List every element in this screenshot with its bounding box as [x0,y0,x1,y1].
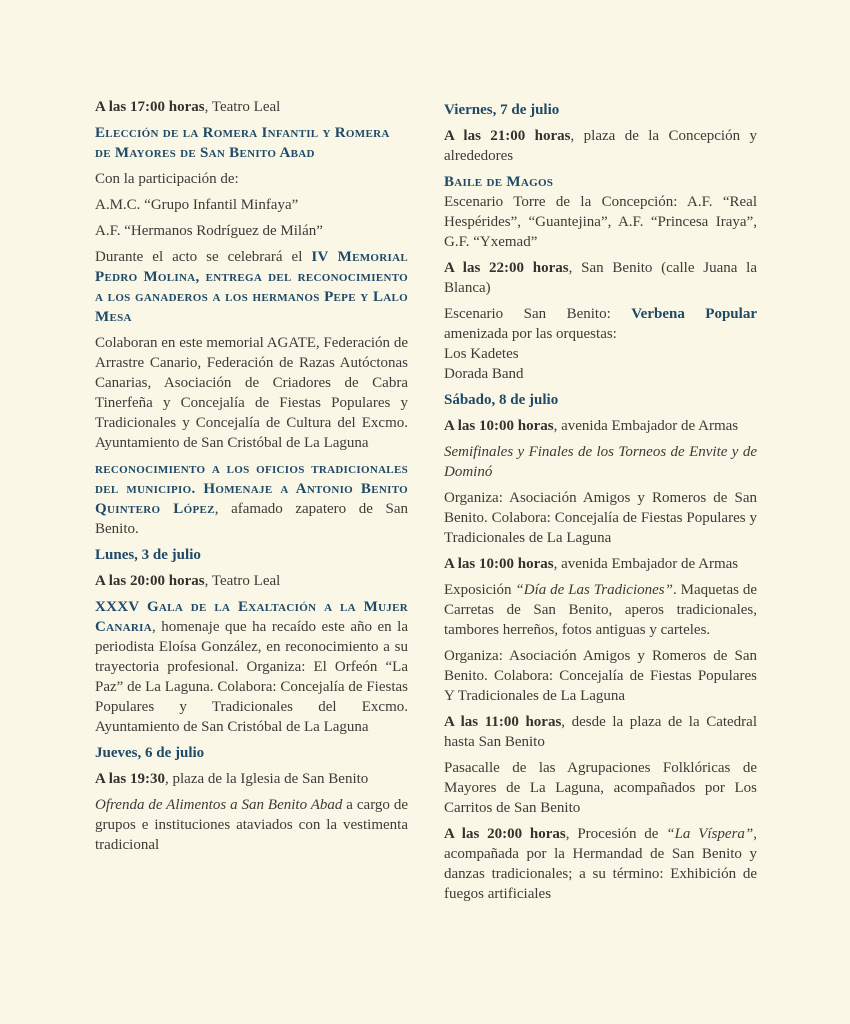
text-run: Ofrenda de Alimentos a San Benito Abad [95,797,343,813]
text-run: Los Kadetes [444,346,519,362]
text-run: reconocimiento a los oficios tradicionales del municipio. Homenaje a Antonio Benito Quintero López [95,461,408,517]
text-run: , San Benito (calle Juana la Blanca) [444,260,757,296]
event-paragraph [444,580,757,640]
text-run: Baile de Magos [444,174,554,190]
text-run: Dorada Band [444,366,524,382]
two-column-layout [95,97,757,910]
text-run: . Maquetas de Carretas de San Benito, aperos tradicionales, tambores herreños, fotos antiguas y carteles. [444,582,757,638]
text-run: A las 10:00 horas [444,556,554,572]
text-run: A las 20:00 horas [95,573,205,589]
event-paragraph [444,646,757,706]
text-run: IV Memorial Pedro Molina, entrega del reconocimiento a los ganaderos a los hermanos Pepe y Lalo Mesa [95,249,408,325]
text-run: Elección de la Romera Infantil y Romera de Mayores de San Benito Abad [95,125,390,161]
event-paragraph [444,304,757,344]
text-run: XXXV Gala de la Exaltación a la Mujer Canaria [95,599,408,635]
event-paragraph [444,192,757,252]
text-run: Semifinales y Finales de los Torneos de Envite y de Dominó [444,444,757,480]
text-run: , afamado zapatero de San Benito. [95,501,408,537]
text-run: a cargo de grupos e instituciones ataviados con la vestimenta tradicional [95,797,409,853]
text-run: A las 22:00 horas [444,260,569,276]
event-paragraph [444,126,757,166]
text-run: , Procesión de [565,826,667,842]
event-paragraph [95,247,408,327]
text-run: A las 17:00 horas [95,99,205,115]
text-run: A.F. “Hermanos Rodríguez de Milán” [95,223,323,239]
event-paragraph [444,712,757,752]
event-title [95,123,408,163]
event-paragraph [95,459,408,539]
event-paragraph [95,195,408,215]
event-paragraph [444,364,757,384]
text-run: , Teatro Leal [204,99,281,115]
text-run: , acompañada por la Hermandad de San Benito y danzas tradicionales; a su término: Exhibición de fuegos artificiales [444,826,757,902]
event-paragraph [95,795,408,855]
text-run: A las 21:00 horas [444,128,571,144]
event-paragraph [444,344,757,364]
text-run: A.M.C. “Grupo Infantil Minfaya” [95,197,299,213]
day-heading: Sábado, 8 de julio [444,392,559,408]
event-paragraph [95,97,408,117]
text-run: Colaboran en este memorial AGATE, Federación de Arrastre Canario, Federación de Razas Autóctonas Canarias, Asociación de Criadores de Cabra Tinerfeña y Concejalía de Fiestas Populares y Tradicionales y Concejalía de Cultura del Excmo. Ayuntamiento de San Cristóbal de La Laguna [95,335,408,451]
text-run: Organiza: Asociación Amigos y Romeros de San Benito. Colabora: Concejalía de Fiestas Populares Y Tradicionales de La Laguna [444,648,757,704]
text-run: , plaza de la Iglesia de San Benito [165,771,369,787]
event-paragraph [444,488,757,548]
text-run: Exposición [444,582,516,598]
text-run: A las 20:00 horas [444,826,566,842]
text-run: Pasacalle de las Agrupaciones Folklóricas de Mayores de La Laguna, acompañados por Los Carritos de San Benito [444,760,757,816]
text-run: , desde la plaza de la Catedral hasta San Benito [444,714,757,750]
event-paragraph [95,597,408,737]
column-left [95,97,408,861]
text-run: “Día de Las Tradiciones” [515,582,673,598]
event-title [444,172,757,192]
column-right [444,97,757,910]
event-paragraph [444,258,757,298]
text-run: Durante el acto se celebrará el [95,249,312,265]
text-run: amenizada por las orquestas: [444,326,617,342]
text-run: Con la participación de: [95,171,239,187]
text-run: A las 10:00 horas [444,418,554,434]
event-paragraph [95,769,408,789]
event-paragraph [444,416,757,436]
event-paragraph [444,554,757,574]
day-heading: Viernes, 7 de julio [444,102,560,118]
text-run: , Teatro Leal [204,573,281,589]
text-run: Escenario Torre de la Concepción: A.F. “Real Hespérides”, “Guantejina”, A.F. “Princesa Iraya”, G.F. “Yxemad” [444,194,757,250]
event-paragraph [95,571,408,591]
text-run: , homenaje que ha recaído este año en la periodista Eloísa González, en reconocimiento a su trayectoria profesional. Organiza: El Orfeón “La Paz” de La Laguna. Colabora: Concejalía de Fiestas Populares y Tradicionales del Excmo. Ayuntamiento de San Cristóbal de La Laguna [95,619,408,735]
event-paragraph [444,824,757,904]
text-run: A las 19:30 [95,771,166,787]
event-paragraph [95,169,408,189]
event-paragraph [95,221,408,241]
text-run: A las 11:00 horas [444,714,562,730]
text-run: , avenida Embajador de Armas [553,556,739,572]
text-run: , avenida Embajador de Armas [553,418,739,434]
event-paragraph [444,442,757,482]
day-heading: Lunes, 3 de julio [95,547,201,563]
event-paragraph [95,333,408,453]
text-run: Escenario San Benito: [444,306,632,322]
text-run: “La Víspera” [666,826,754,842]
day-heading: Jueves, 6 de julio [95,745,205,761]
text-run: , plaza de la Concepción y alrededores [444,128,757,164]
text-run: Verbena Popular [631,306,757,322]
text-run: Organiza: Asociación Amigos y Romeros de San Benito. Colabora: Concejalía de Fiestas Populares y Tradicionales de La Laguna [444,490,757,546]
event-paragraph [444,758,757,818]
